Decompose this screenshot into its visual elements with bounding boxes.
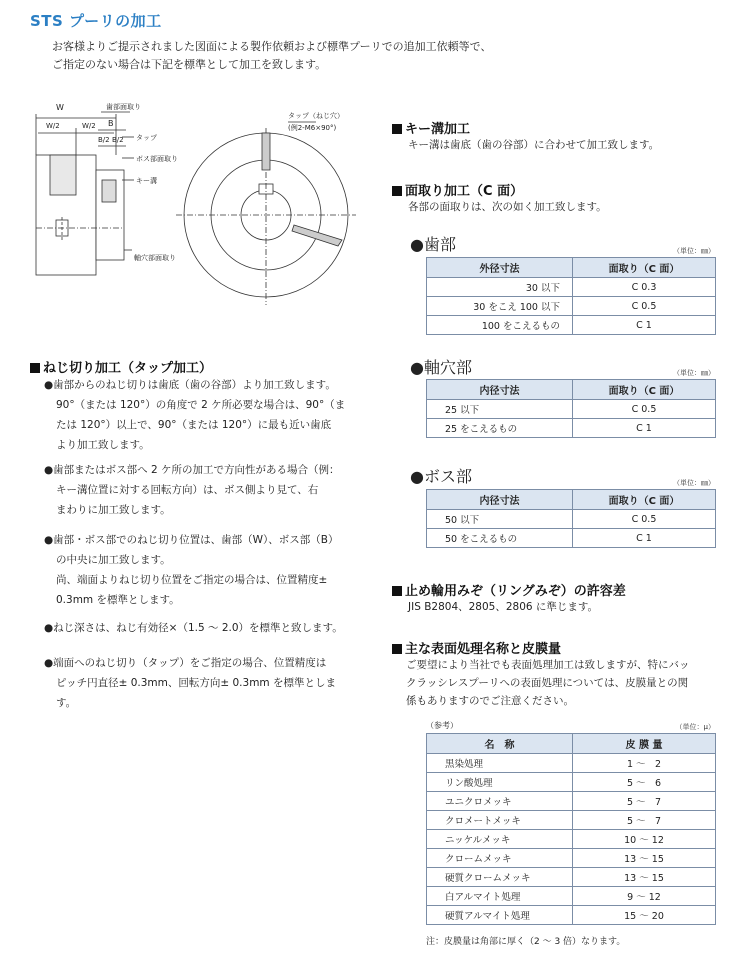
label-tap-example: (例2-M6×90°) bbox=[288, 124, 337, 132]
tapping-heading: ねじ切り加工（タップ加工） bbox=[30, 357, 212, 376]
surface-table bbox=[426, 733, 716, 925]
table-row: リン酸処理 5 ～ 6 bbox=[427, 773, 716, 792]
intro-text bbox=[52, 38, 491, 74]
surface-heading: 主な表面処理名称と皮膜量 bbox=[392, 638, 561, 657]
dim-w2a: W/2 bbox=[46, 122, 60, 130]
chamfer-heading: 面取り加工（C 面） bbox=[392, 180, 523, 199]
dim-w2b: W/2 bbox=[82, 122, 96, 130]
bore-heading: ●軸穴部 bbox=[410, 358, 472, 377]
col-header: 皮 膜 量 bbox=[573, 734, 716, 754]
tapping-bullet-2: ●歯部またはボス部へ 2 ケ所の加工で方向性がある場合（例： キー溝位置に対する回転方向）は、ボス側より見て、右 まわりに加工致します。 bbox=[44, 464, 340, 516]
surface-text: ご要望により当社でも表面処理加工は致しますが、特にバッ クラッシレスプーリへの表面処理については、皮膜量との関 係もありますのでご注意ください。 bbox=[406, 659, 690, 707]
chamfer-text: 各部の面取りは、次の如く加工致します。 bbox=[408, 201, 607, 213]
bore-unit: （単位：㎜） bbox=[673, 369, 715, 377]
page-title: STS プーリの加工 bbox=[30, 12, 162, 30]
col-header: 内径寸法 bbox=[427, 490, 573, 510]
label-boss-chamfer: ボス部面取り bbox=[136, 155, 178, 163]
table-row: 硬質アルマイト処理 15 ～ 20 bbox=[427, 906, 716, 925]
intro-line: ご指定のない場合は下記を標準として加工を致します。 bbox=[52, 58, 327, 71]
boss-table bbox=[426, 489, 716, 548]
label-teeth-chamfer: 歯部面取り bbox=[106, 103, 141, 111]
label-bore-chamfer: 軸穴部面取り bbox=[134, 254, 176, 262]
label-tap: タップ bbox=[136, 134, 157, 142]
boss-heading: ●ボス部 bbox=[410, 467, 472, 486]
col-header: 外径寸法 bbox=[427, 258, 573, 278]
col-header: 名 称 bbox=[427, 734, 573, 754]
teeth-heading: ●歯部 bbox=[410, 235, 456, 254]
dim-b2b: B/2 bbox=[112, 136, 124, 144]
col-header: 面取り（C 面） bbox=[573, 258, 716, 278]
tapping-bullet-3: ●歯部・ボス部でのねじ切り位置は、歯部（W）、ボス部（B） の中央に加工致します。 尚、端面よりねじ切り位置をご指定の場合は、位置精度± 0.3mm を標準とします。 bbox=[44, 534, 339, 606]
pulley-diagram bbox=[26, 100, 361, 305]
intro-line: お客様よりご提示されました図面による製作依頼および標準プーリでの追加工依頼等で、 bbox=[52, 40, 492, 53]
table-row: クロメートメッキ 5 ～ 7 bbox=[427, 811, 716, 830]
table-row: 50 をこえるもの C 1 bbox=[427, 529, 716, 548]
tapping-bullet-5: ●端面へのねじ切り（タップ）をご指定の場合、位置精度は ピッチ円直径± 0.3mm、回転方向± 0.3mm を標準としま す。 bbox=[44, 657, 336, 709]
snapring-text: JIS B2804、2805、2806 に準じます。 bbox=[408, 601, 599, 613]
table-row: 50 以下 C 0.5 bbox=[427, 510, 716, 529]
table-row: 白アルマイト処理 9 ～ 12 bbox=[427, 887, 716, 906]
col-header: 面取り（C 面） bbox=[573, 490, 716, 510]
dim-w: W bbox=[56, 103, 64, 112]
table-row: 30 以下 C 0.3 bbox=[427, 278, 716, 297]
table-row: 30 をこえ 100 以下 C 0.5 bbox=[427, 297, 716, 316]
teeth-unit: （単位：㎜） bbox=[673, 247, 715, 255]
boss-unit: （単位：㎜） bbox=[673, 479, 715, 487]
dim-b2a: B/2 bbox=[98, 136, 110, 144]
table-row: ユニクロメッキ 5 ～ 7 bbox=[427, 792, 716, 811]
teeth-table bbox=[426, 257, 716, 335]
col-header: 内径寸法 bbox=[427, 380, 573, 400]
table-row: 25 をこえるもの C 1 bbox=[427, 419, 716, 438]
table-row: ニッケルメッキ 10 ～ 12 bbox=[427, 830, 716, 849]
dim-b: B bbox=[108, 119, 114, 128]
table-row: 黒染処理 1 ～ 2 bbox=[427, 754, 716, 773]
snapring-heading: 止め輪用みぞ（リングみぞ）の許容差 bbox=[392, 580, 626, 599]
label-keyway: キー溝 bbox=[136, 177, 157, 185]
table-row: 100 をこえるもの C 1 bbox=[427, 316, 716, 335]
bore-table bbox=[426, 379, 716, 438]
table-row: 25 以下 C 0.5 bbox=[427, 400, 716, 419]
table-row: 硬質クロームメッキ 13 ～ 15 bbox=[427, 868, 716, 887]
keyway-heading: キー溝加工 bbox=[392, 118, 470, 137]
surface-unit: （単位：μ） bbox=[675, 723, 715, 731]
surface-ref: （参考） bbox=[426, 721, 458, 730]
tapping-bullet-4: ●ねじ深さは、ねじ有効径×（1.5 ～ 2.0）を標準と致します。 bbox=[44, 622, 343, 634]
col-header: 面取り（C 面） bbox=[573, 380, 716, 400]
label-tap-hole: タップ（ねじ穴） bbox=[288, 112, 344, 120]
surface-note: 注：皮膜量は角部に厚く（2 ～ 3 倍）なります。 bbox=[426, 937, 626, 947]
table-row: クロームメッキ 13 ～ 15 bbox=[427, 849, 716, 868]
tapping-bullet-1: ●歯部からのねじ切りは歯底（歯の谷部）より加工致します。 90°（または 120°）の角度で 2 ケ所必要な場合は、90°（ま たは 120°）以上で、90°（または 120°）に最も近い歯底 より加工致します。 bbox=[44, 379, 346, 451]
keyway-text: キー溝は歯底（歯の谷部）に合わせて加工致します。 bbox=[408, 139, 660, 151]
